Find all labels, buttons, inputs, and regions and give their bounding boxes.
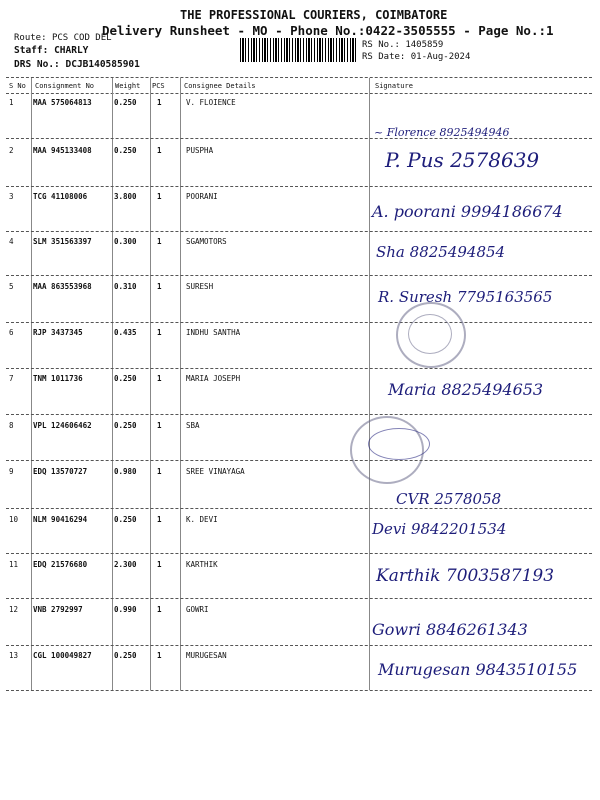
row-signature: Maria 8825494653 [388, 380, 544, 399]
row-rule [6, 368, 592, 369]
row-sno: 8 [9, 421, 14, 430]
col-header-sno: S No [9, 82, 26, 90]
row-weight: 2.300 [114, 560, 137, 569]
row-rule [6, 460, 592, 461]
row-rule [6, 186, 592, 187]
col-header-pcs: PCS [152, 82, 165, 90]
col-header-consignee: Consignee Details [184, 82, 256, 90]
route-label: Route: [14, 33, 47, 43]
row-signature: R. Suresh 7795163565 [378, 288, 553, 306]
row-consignment: MAA 575064813 [33, 98, 92, 107]
row-rule [6, 645, 592, 646]
row-sno: 12 [9, 605, 19, 614]
row-sno: 5 [9, 282, 14, 291]
row-weight: 0.250 [114, 421, 137, 430]
row-pcs: 1 [157, 651, 162, 660]
row-sno: 2 [9, 146, 14, 155]
route-line [14, 33, 112, 43]
row-consignee: GOWRI [186, 605, 209, 614]
table-header-rule [6, 93, 592, 94]
route-value: PCS COD DEL [51, 33, 112, 43]
staff-label: Staff: [14, 45, 49, 56]
company-title: THE PROFESSIONAL COURIERS, COIMBATORE [180, 8, 448, 22]
row-signature: Karthik 7003587193 [376, 566, 555, 586]
row-signature: Sha 8825494854 [376, 243, 506, 261]
row-sno: 10 [9, 515, 19, 524]
row-sno: 1 [9, 98, 14, 107]
col-header-weight: Weight [115, 82, 141, 90]
table-top-rule [6, 77, 592, 78]
row-signature: Gowri 8846261343 [372, 620, 528, 639]
row-pcs: 1 [157, 374, 162, 383]
row-consignment: CGL 100049827 [33, 651, 92, 660]
row-pcs: 1 [157, 467, 162, 476]
row-sno: 4 [9, 237, 14, 246]
row-weight: 0.250 [114, 146, 137, 155]
table-bottom-rule [6, 690, 592, 691]
row-rule [6, 598, 592, 599]
row-sno: 11 [9, 560, 19, 569]
row-consignee: POORANI [186, 192, 218, 201]
row-signature: Devi 9842201534 [372, 520, 507, 538]
row-consignment: MAA 863553968 [33, 282, 92, 291]
row-sno: 3 [9, 192, 14, 201]
row-consignment: TCG 41108006 [33, 192, 88, 201]
row-consignee: V. FLOIENCE [186, 98, 236, 107]
row-consignment: VNB 2792997 [33, 605, 83, 614]
delivery-stamp-inner [408, 314, 452, 354]
row-weight: 3.800 [114, 192, 137, 201]
row-pcs: 1 [157, 282, 162, 291]
row-consignment: EDQ 13570727 [33, 467, 88, 476]
row-weight: 0.300 [114, 237, 137, 246]
row-pcs: 1 [157, 98, 162, 107]
col-header-signature: Signature [375, 82, 413, 90]
row-weight: 0.250 [114, 374, 137, 383]
rs-date: RS Date: 01-Aug-2024 [362, 52, 471, 62]
row-consignment: MAA 945133408 [33, 146, 92, 155]
drs-line [14, 59, 140, 70]
row-sno: 9 [9, 467, 14, 476]
row-sno: 6 [9, 328, 14, 337]
row-weight: 0.990 [114, 605, 137, 614]
row-weight: 0.250 [114, 651, 137, 660]
row-pcs: 1 [157, 421, 162, 430]
row-signature: A. poorani 9994186674 [372, 202, 563, 221]
row-signature: ~ Florence 8925494946 [374, 126, 510, 139]
rs-number: RS No.: 1405859 [362, 40, 444, 50]
row-weight: 0.250 [114, 98, 137, 107]
row-weight: 0.310 [114, 282, 137, 291]
row-weight: 0.980 [114, 467, 137, 476]
row-consignee: INDHU SANTHA [186, 328, 241, 337]
runsheet-title: Delivery Runsheet - MO - Phone No.:0422-3505555 - Page No.:1 [102, 23, 554, 38]
row-rule [6, 553, 592, 554]
row-rule [6, 508, 592, 509]
row-rule [6, 322, 592, 323]
row-weight: 0.435 [114, 328, 137, 337]
row-pcs: 1 [157, 192, 162, 201]
drs-value: DCJB140585901 [65, 59, 140, 70]
row-consignment: VPL 124606462 [33, 421, 92, 430]
row-consignee: SURESH [186, 282, 214, 291]
row-consignee: SBA [186, 421, 200, 430]
row-pcs: 1 [157, 605, 162, 614]
row-pcs: 1 [157, 146, 162, 155]
row-consignee: KARTHIK [186, 560, 218, 569]
row-pcs: 1 [157, 237, 162, 246]
staff-value: CHARLY [54, 45, 89, 56]
row-pcs: 1 [157, 515, 162, 524]
seal-signature-scribble [368, 428, 430, 460]
row-consignment: RJP 3437345 [33, 328, 83, 337]
row-pcs: 1 [157, 328, 162, 337]
row-sno: 13 [9, 651, 19, 660]
row-consignment: SLM 351563397 [33, 237, 92, 246]
barcode [240, 38, 358, 62]
row-consignment: EDQ 21576680 [33, 560, 88, 569]
row-consignee: MARIA JOSEPH [186, 374, 241, 383]
row-consignee: SGAMOTORS [186, 237, 227, 246]
col-header-consignment: Consignment No [35, 82, 95, 90]
row-consignment: TNM 1011736 [33, 374, 83, 383]
row-sno: 7 [9, 374, 14, 383]
row-consignment: NLM 90416294 [33, 515, 88, 524]
row-consignee: PUSPHA [186, 146, 214, 155]
row-rule [6, 231, 592, 232]
row-rule [6, 414, 592, 415]
row-signature: Murugesan 9843510155 [378, 660, 578, 679]
row-rule [6, 138, 592, 139]
staff-line [14, 45, 88, 56]
row-consignee: MURUGESAN [186, 651, 227, 660]
row-consignee: K. DEVI [186, 515, 218, 524]
row-signature: P. Pus 2578639 [385, 148, 540, 172]
row-signature: CVR 2578058 [396, 490, 502, 508]
row-pcs: 1 [157, 560, 162, 569]
row-consignee: SREE VINAYAGA [186, 467, 245, 476]
drs-label: DRS No.: [14, 59, 60, 70]
row-rule [6, 275, 592, 276]
row-weight: 0.250 [114, 515, 137, 524]
